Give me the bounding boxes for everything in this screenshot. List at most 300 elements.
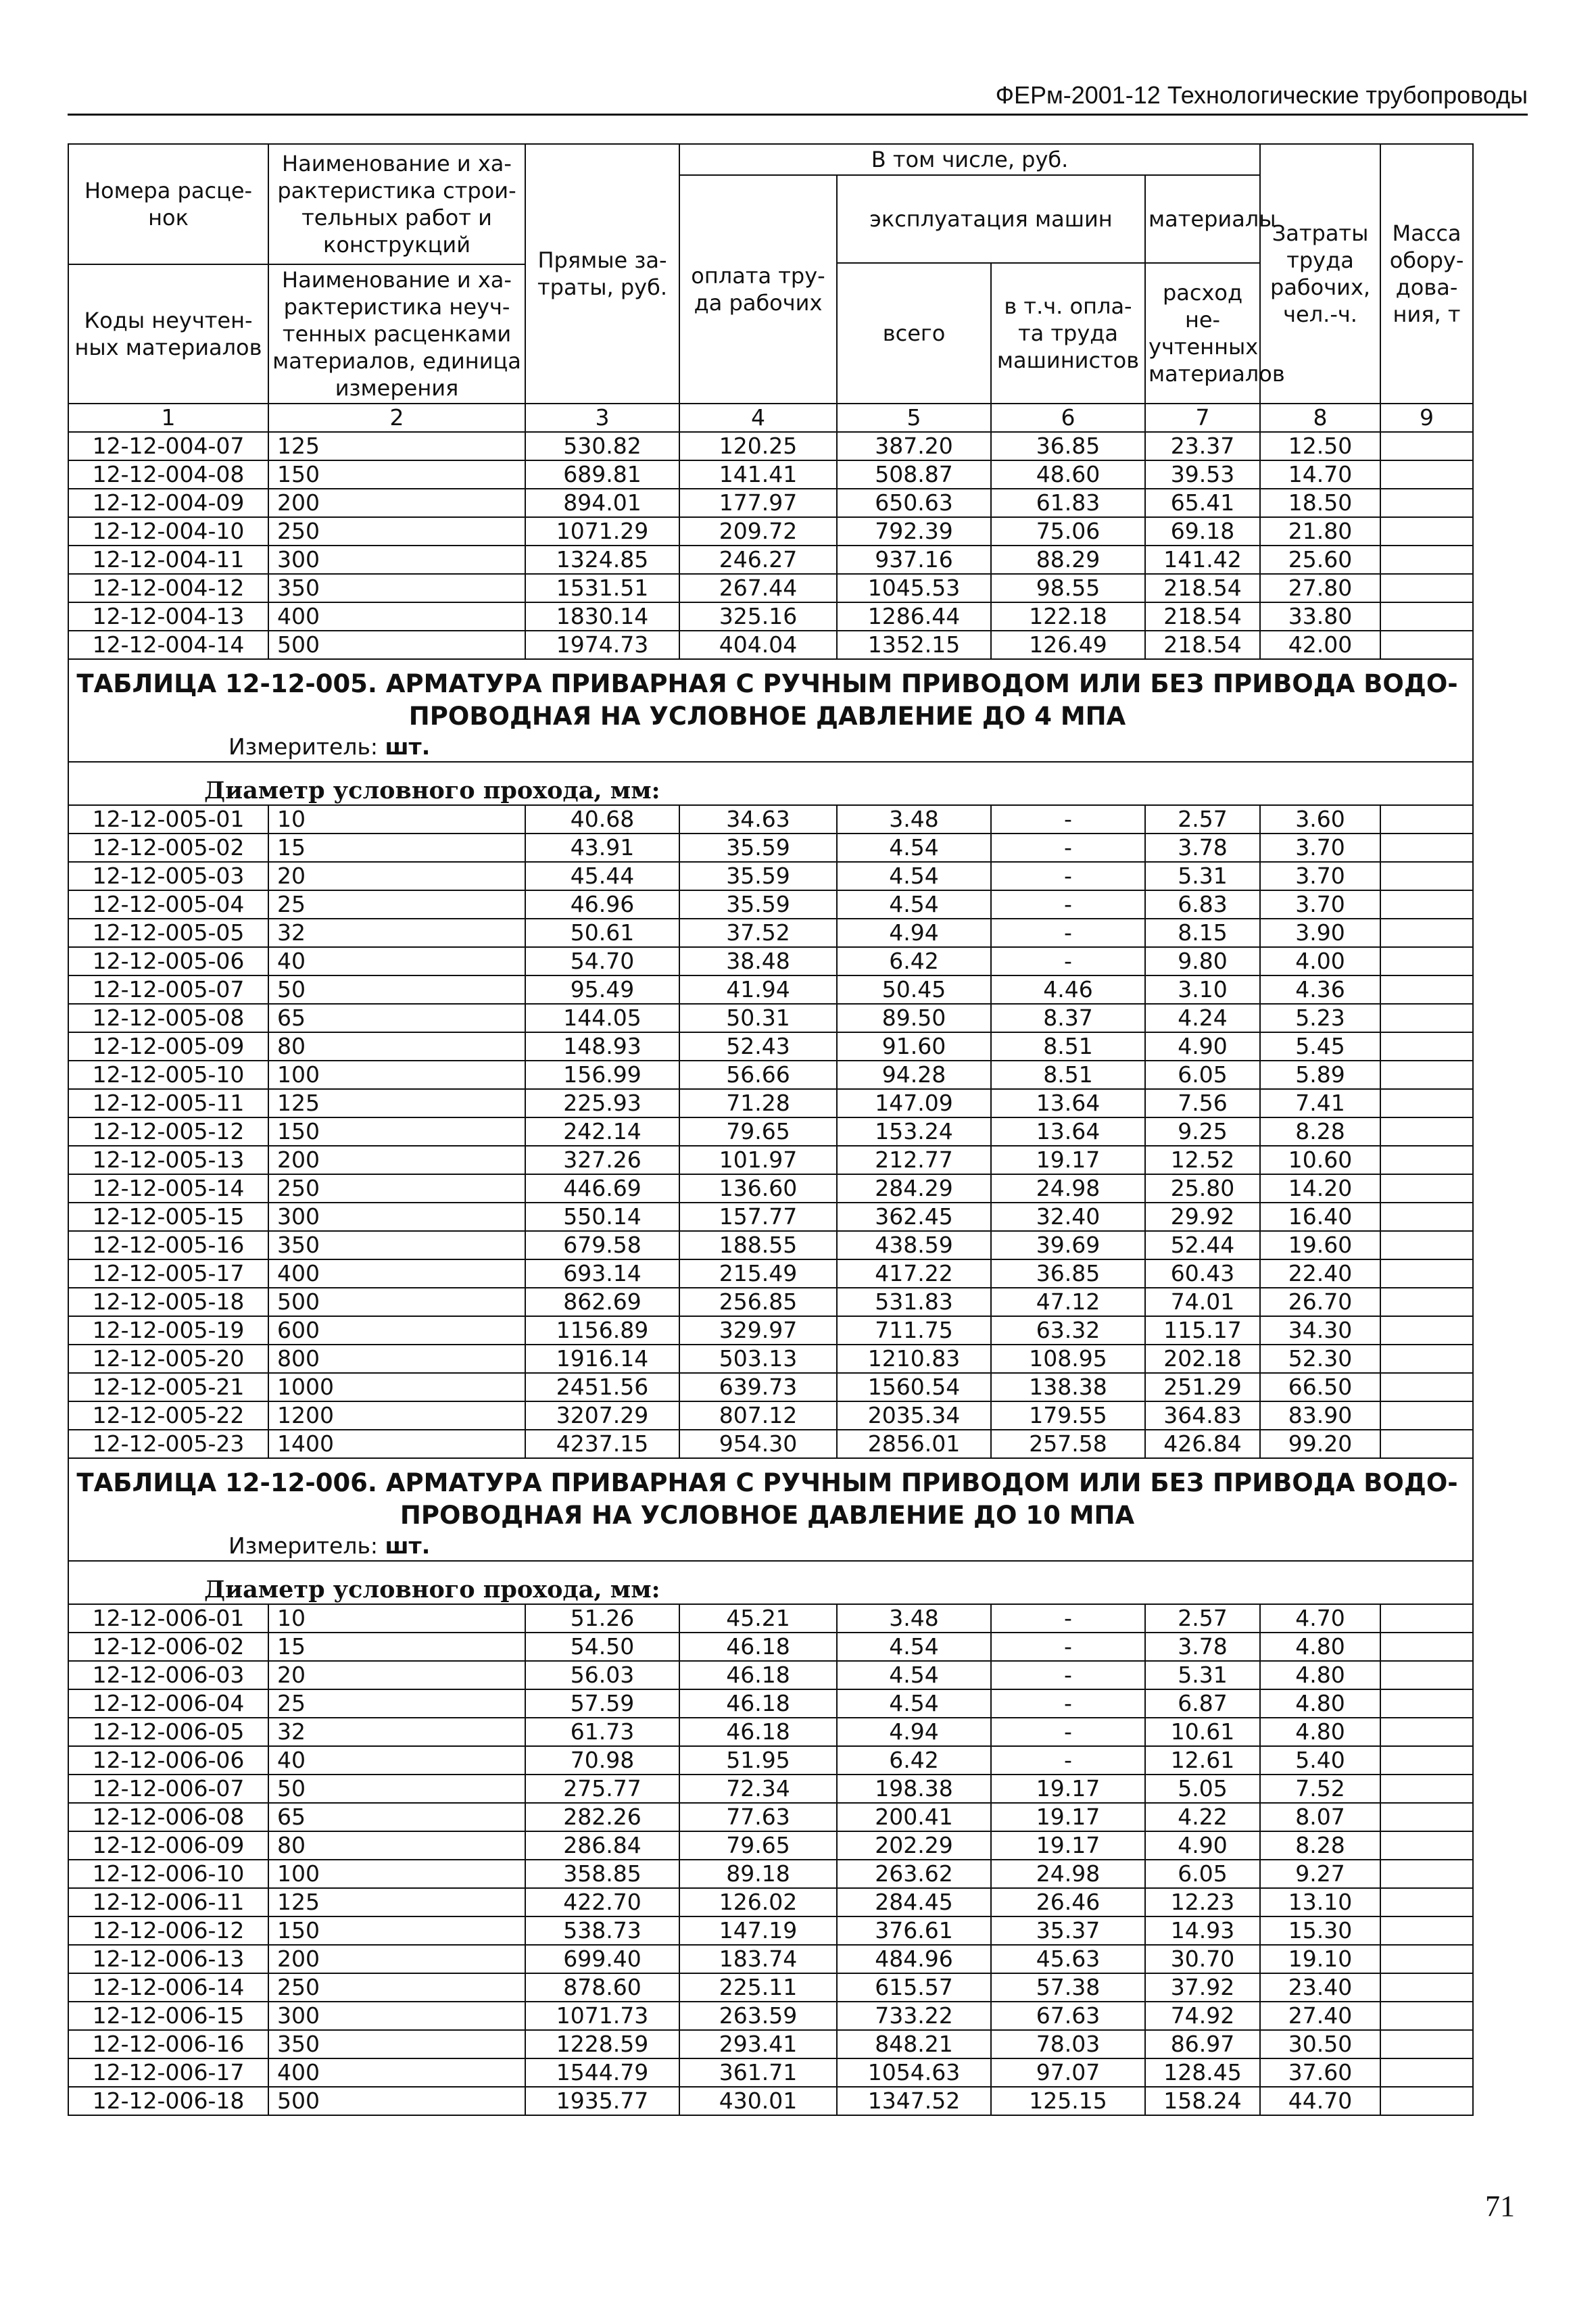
rate-code: 12-12-005-12 — [68, 1117, 268, 1146]
table-row — [68, 1259, 1473, 1288]
rate-code: 12-12-006-15 — [68, 2002, 268, 2030]
equipment-mass — [1380, 919, 1473, 947]
labor-hours: 7.41 — [1260, 1089, 1380, 1117]
rate-name: 50 — [268, 975, 525, 1004]
table-row — [68, 1345, 1473, 1373]
labor-pay: 46.18 — [679, 1718, 837, 1746]
equipment-mass — [1380, 890, 1473, 919]
header-col6: в т.ч. опла-та труда машинистов — [991, 263, 1145, 404]
direct-cost: 679.58 — [525, 1231, 679, 1259]
table-row — [68, 1203, 1473, 1231]
header-col1-bottom: Коды неучтен-ных материалов — [68, 264, 268, 404]
table-row — [68, 834, 1473, 862]
equipment-mass — [1380, 1373, 1473, 1401]
rate-code: 12-12-005-01 — [68, 805, 268, 834]
machines-total: 147.09 — [837, 1089, 991, 1117]
labor-hours: 33.80 — [1260, 602, 1380, 631]
materials-unaccounted: 65.41 — [1145, 489, 1260, 517]
direct-cost: 57.59 — [525, 1689, 679, 1718]
labor-hours: 30.50 — [1260, 2030, 1380, 2058]
materials-unaccounted: 4.90 — [1145, 1032, 1260, 1061]
table-005-diameter-label: Диаметр условного прохода, мм: — [68, 762, 1473, 805]
machines-total: 1352.15 — [837, 631, 991, 659]
operator-pay: 75.06 — [991, 517, 1145, 546]
labor-pay: 35.59 — [679, 834, 837, 862]
machines-total: 50.45 — [837, 975, 991, 1004]
direct-cost: 275.77 — [525, 1775, 679, 1803]
machines-total: 198.38 — [837, 1775, 991, 1803]
machines-total: 4.94 — [837, 919, 991, 947]
measure-unit: шт. — [385, 733, 431, 760]
materials-unaccounted: 115.17 — [1145, 1316, 1260, 1345]
table-005-measure — [68, 733, 1473, 762]
measure-label: Измеритель: — [228, 733, 379, 760]
table-004-body — [68, 432, 1473, 659]
labor-pay: 38.48 — [679, 947, 837, 975]
equipment-mass — [1380, 1860, 1473, 1888]
operator-pay: - — [991, 1689, 1145, 1718]
machines-total: 284.29 — [837, 1174, 991, 1203]
labor-hours: 16.40 — [1260, 1203, 1380, 1231]
equipment-mass — [1380, 1973, 1473, 2002]
rate-name: 125 — [268, 1089, 525, 1117]
materials-unaccounted: 9.25 — [1145, 1117, 1260, 1146]
header-machines: эксплуатация машин — [837, 175, 1145, 263]
table-row — [68, 1831, 1473, 1860]
operator-pay: - — [991, 1604, 1145, 1633]
labor-hours: 4.80 — [1260, 1661, 1380, 1689]
labor-hours: 25.60 — [1260, 546, 1380, 574]
labor-hours: 4.70 — [1260, 1604, 1380, 1633]
rate-code: 12-12-006-04 — [68, 1689, 268, 1718]
labor-pay: 263.59 — [679, 2002, 837, 2030]
materials-unaccounted: 4.22 — [1145, 1803, 1260, 1831]
rate-code: 12-12-006-07 — [68, 1775, 268, 1803]
machines-total: 733.22 — [837, 2002, 991, 2030]
machines-total: 1347.52 — [837, 2087, 991, 2115]
equipment-mass — [1380, 460, 1473, 489]
labor-hours: 44.70 — [1260, 2087, 1380, 2115]
rate-name: 200 — [268, 1146, 525, 1174]
machines-total: 4.54 — [837, 1633, 991, 1661]
labor-pay: 37.52 — [679, 919, 837, 947]
materials-unaccounted: 69.18 — [1145, 517, 1260, 546]
rate-name: 350 — [268, 574, 525, 602]
equipment-mass — [1380, 1718, 1473, 1746]
rate-code: 12-12-005-15 — [68, 1203, 268, 1231]
rate-code: 12-12-006-02 — [68, 1633, 268, 1661]
equipment-mass — [1380, 517, 1473, 546]
equipment-mass — [1380, 1661, 1473, 1689]
rate-name: 100 — [268, 1061, 525, 1089]
equipment-mass — [1380, 805, 1473, 834]
labor-hours: 15.30 — [1260, 1916, 1380, 1945]
table-row — [68, 1689, 1473, 1718]
table-row — [68, 1089, 1473, 1117]
rate-name: 10 — [268, 805, 525, 834]
rate-code: 12-12-006-06 — [68, 1746, 268, 1775]
direct-cost: 878.60 — [525, 1973, 679, 2002]
labor-pay: 35.59 — [679, 862, 837, 890]
rate-code: 12-12-005-22 — [68, 1401, 268, 1430]
direct-cost: 1156.89 — [525, 1316, 679, 1345]
direct-cost: 1228.59 — [525, 2030, 679, 2058]
materials-unaccounted: 23.37 — [1145, 432, 1260, 460]
column-number: 1 — [68, 404, 268, 432]
operator-pay: 24.98 — [991, 1174, 1145, 1203]
direct-cost: 1830.14 — [525, 602, 679, 631]
operator-pay: 24.98 — [991, 1860, 1145, 1888]
operator-pay: 138.38 — [991, 1373, 1145, 1401]
direct-cost: 43.91 — [525, 834, 679, 862]
rate-code: 12-12-006-01 — [68, 1604, 268, 1633]
operator-pay: 4.46 — [991, 975, 1145, 1004]
rate-code: 12-12-005-18 — [68, 1288, 268, 1316]
operator-pay: - — [991, 834, 1145, 862]
equipment-mass — [1380, 1288, 1473, 1316]
rate-name: 15 — [268, 1633, 525, 1661]
labor-hours: 10.60 — [1260, 1146, 1380, 1174]
machines-total: 6.42 — [837, 947, 991, 975]
table-006-heading — [68, 1458, 1473, 1604]
direct-cost: 242.14 — [525, 1117, 679, 1146]
materials-unaccounted: 74.92 — [1145, 2002, 1260, 2030]
labor-pay: 51.95 — [679, 1746, 837, 1775]
labor-pay: 50.31 — [679, 1004, 837, 1032]
rate-name: 15 — [268, 834, 525, 862]
labor-hours: 8.28 — [1260, 1117, 1380, 1146]
rate-name: 25 — [268, 1689, 525, 1718]
labor-pay: 35.59 — [679, 890, 837, 919]
labor-pay: 157.77 — [679, 1203, 837, 1231]
labor-hours: 19.10 — [1260, 1945, 1380, 1973]
table-005-body — [68, 805, 1473, 1458]
labor-pay: 34.63 — [679, 805, 837, 834]
rate-code: 12-12-005-05 — [68, 919, 268, 947]
operator-pay: 19.17 — [991, 1803, 1145, 1831]
rate-name: 20 — [268, 1661, 525, 1689]
operator-pay: 39.69 — [991, 1231, 1145, 1259]
rate-name: 350 — [268, 2030, 525, 2058]
materials-unaccounted: 6.83 — [1145, 890, 1260, 919]
labor-hours: 9.27 — [1260, 1860, 1380, 1888]
direct-cost: 148.93 — [525, 1032, 679, 1061]
machines-total: 531.83 — [837, 1288, 991, 1316]
labor-pay: 56.66 — [679, 1061, 837, 1089]
materials-unaccounted: 12.23 — [1145, 1888, 1260, 1916]
rate-name: 400 — [268, 1259, 525, 1288]
machines-total: 153.24 — [837, 1117, 991, 1146]
column-number: 6 — [991, 404, 1145, 432]
equipment-mass — [1380, 602, 1473, 631]
direct-cost: 1071.73 — [525, 2002, 679, 2030]
labor-hours: 7.52 — [1260, 1775, 1380, 1803]
materials-unaccounted: 4.24 — [1145, 1004, 1260, 1032]
materials-unaccounted: 25.80 — [1145, 1174, 1260, 1203]
labor-pay: 325.16 — [679, 602, 837, 631]
rate-code: 12-12-005-11 — [68, 1089, 268, 1117]
materials-unaccounted: 3.78 — [1145, 834, 1260, 862]
header-col1-top: Номера расце-нок — [68, 144, 268, 264]
labor-pay: 225.11 — [679, 1973, 837, 2002]
rate-code: 12-12-006-11 — [68, 1888, 268, 1916]
labor-pay: 46.18 — [679, 1689, 837, 1718]
header-col8: Затраты труда рабочих, чел.-ч. — [1260, 144, 1380, 404]
materials-unaccounted: 2.57 — [1145, 1604, 1260, 1633]
operator-pay: 26.46 — [991, 1888, 1145, 1916]
direct-cost: 45.44 — [525, 862, 679, 890]
header-materials: материалы — [1145, 175, 1260, 263]
table-row — [68, 574, 1473, 602]
operator-pay: 57.38 — [991, 1973, 1145, 2002]
table-row — [68, 862, 1473, 890]
labor-pay: 183.74 — [679, 1945, 837, 1973]
header-col2-top: Наименование и ха-рактеристика строи-тельных работ и конструкций — [268, 144, 525, 264]
rate-name: 100 — [268, 1860, 525, 1888]
direct-cost: 56.03 — [525, 1661, 679, 1689]
table-row — [68, 1973, 1473, 2002]
direct-cost: 327.26 — [525, 1146, 679, 1174]
machines-total: 3.48 — [837, 1604, 991, 1633]
rate-name: 300 — [268, 1203, 525, 1231]
equipment-mass — [1380, 1089, 1473, 1117]
rate-name: 600 — [268, 1316, 525, 1345]
operator-pay: 63.32 — [991, 1316, 1145, 1345]
table-row — [68, 546, 1473, 574]
rate-name: 150 — [268, 460, 525, 489]
rate-code: 12-12-004-11 — [68, 546, 268, 574]
direct-cost: 3207.29 — [525, 1401, 679, 1430]
machines-total: 362.45 — [837, 1203, 991, 1231]
machines-total: 6.42 — [837, 1746, 991, 1775]
labor-hours: 83.90 — [1260, 1401, 1380, 1430]
direct-cost: 358.85 — [525, 1860, 679, 1888]
rate-code: 12-12-006-13 — [68, 1945, 268, 1973]
materials-unaccounted: 128.45 — [1145, 2058, 1260, 2087]
materials-unaccounted: 52.44 — [1145, 1231, 1260, 1259]
labor-hours: 22.40 — [1260, 1259, 1380, 1288]
labor-hours: 3.90 — [1260, 919, 1380, 947]
machines-total: 212.77 — [837, 1146, 991, 1174]
machines-total: 792.39 — [837, 517, 991, 546]
equipment-mass — [1380, 834, 1473, 862]
equipment-mass — [1380, 2087, 1473, 2115]
direct-cost: 51.26 — [525, 1604, 679, 1633]
equipment-mass — [1380, 2058, 1473, 2087]
page-number: 71 — [1485, 2190, 1515, 2223]
materials-unaccounted: 60.43 — [1145, 1259, 1260, 1288]
operator-pay: 108.95 — [991, 1345, 1145, 1373]
direct-cost: 95.49 — [525, 975, 679, 1004]
rate-name: 65 — [268, 1803, 525, 1831]
operator-pay: 45.63 — [991, 1945, 1145, 1973]
labor-pay: 101.97 — [679, 1146, 837, 1174]
labor-pay: 141.41 — [679, 460, 837, 489]
table-row — [68, 460, 1473, 489]
equipment-mass — [1380, 2002, 1473, 2030]
table-006-title-line2: ПРОВОДНАЯ НА УСЛОВНОЕ ДАВЛЕНИЕ ДО 10 МПА — [400, 1501, 1135, 1530]
equipment-mass — [1380, 1689, 1473, 1718]
materials-unaccounted: 218.54 — [1145, 631, 1260, 659]
equipment-mass — [1380, 631, 1473, 659]
machines-total: 4.54 — [837, 890, 991, 919]
materials-unaccounted: 6.87 — [1145, 1689, 1260, 1718]
materials-unaccounted: 86.97 — [1145, 2030, 1260, 2058]
machines-total: 615.57 — [837, 1973, 991, 2002]
rate-name: 20 — [268, 862, 525, 890]
equipment-mass — [1380, 1316, 1473, 1345]
rate-name: 200 — [268, 489, 525, 517]
equipment-mass — [1380, 1633, 1473, 1661]
labor-pay: 120.25 — [679, 432, 837, 460]
column-number: 4 — [679, 404, 837, 432]
materials-unaccounted: 158.24 — [1145, 2087, 1260, 2115]
table-006-title-line1: ТАБЛИЦА 12-12-006. АРМАТУРА ПРИВАРНАЯ С РУЧНЫМ ПРИВОДОМ ИЛИ БЕЗ ПРИВОДА ВОДО- — [76, 1468, 1458, 1497]
column-number: 8 — [1260, 404, 1380, 432]
rate-name: 80 — [268, 1032, 525, 1061]
table-row — [68, 2087, 1473, 2115]
labor-hours: 42.00 — [1260, 631, 1380, 659]
equipment-mass — [1380, 1888, 1473, 1916]
machines-total: 711.75 — [837, 1316, 991, 1345]
operator-pay: 257.58 — [991, 1430, 1145, 1458]
direct-cost: 286.84 — [525, 1831, 679, 1860]
rate-code: 12-12-006-08 — [68, 1803, 268, 1831]
equipment-mass — [1380, 1203, 1473, 1231]
equipment-mass — [1380, 1032, 1473, 1061]
operator-pay: 8.37 — [991, 1004, 1145, 1032]
equipment-mass — [1380, 947, 1473, 975]
table-row — [68, 1401, 1473, 1430]
operator-pay: - — [991, 890, 1145, 919]
machines-total: 91.60 — [837, 1032, 991, 1061]
header-col4: оплата тру-да рабочих — [679, 175, 837, 404]
labor-pay: 45.21 — [679, 1604, 837, 1633]
operator-pay: 19.17 — [991, 1775, 1145, 1803]
equipment-mass — [1380, 1831, 1473, 1860]
header-col3: Прямые за-траты, руб. — [525, 144, 679, 404]
operator-pay: 8.51 — [991, 1032, 1145, 1061]
operator-pay: 8.51 — [991, 1061, 1145, 1089]
rate-name: 500 — [268, 2087, 525, 2115]
materials-unaccounted: 29.92 — [1145, 1203, 1260, 1231]
direct-cost: 1974.73 — [525, 631, 679, 659]
materials-unaccounted: 9.80 — [1145, 947, 1260, 975]
table-005-title-line1: ТАБЛИЦА 12-12-005. АРМАТУРА ПРИВАРНАЯ С РУЧНЫМ ПРИВОДОМ ИЛИ БЕЗ ПРИВОДА ВОДО- — [76, 669, 1458, 698]
labor-hours: 3.70 — [1260, 862, 1380, 890]
labor-pay: 126.02 — [679, 1888, 837, 1916]
labor-pay: 89.18 — [679, 1860, 837, 1888]
table-row — [68, 489, 1473, 517]
labor-pay: 807.12 — [679, 1401, 837, 1430]
equipment-mass — [1380, 489, 1473, 517]
rate-name: 65 — [268, 1004, 525, 1032]
labor-hours: 13.10 — [1260, 1888, 1380, 1916]
table-row — [68, 517, 1473, 546]
labor-pay: 46.18 — [679, 1661, 837, 1689]
running-header: ФЕРм-2001-12 Технологические трубопроводы — [68, 81, 1528, 116]
rate-name: 150 — [268, 1916, 525, 1945]
machines-total: 1045.53 — [837, 574, 991, 602]
table-006-measure — [68, 1532, 1473, 1561]
operator-pay: 13.64 — [991, 1117, 1145, 1146]
table-row — [68, 1718, 1473, 1746]
machines-total: 4.54 — [837, 1661, 991, 1689]
table-005-heading — [68, 659, 1473, 805]
direct-cost: 225.93 — [525, 1089, 679, 1117]
rate-code: 12-12-004-14 — [68, 631, 268, 659]
measure-unit: шт. — [385, 1533, 431, 1559]
direct-cost: 1916.14 — [525, 1345, 679, 1373]
materials-unaccounted: 251.29 — [1145, 1373, 1260, 1401]
table-row — [68, 919, 1473, 947]
direct-cost: 862.69 — [525, 1288, 679, 1316]
materials-unaccounted: 426.84 — [1145, 1430, 1260, 1458]
direct-cost: 538.73 — [525, 1916, 679, 1945]
table-row — [68, 805, 1473, 834]
materials-unaccounted: 10.61 — [1145, 1718, 1260, 1746]
labor-hours: 8.07 — [1260, 1803, 1380, 1831]
labor-pay: 267.44 — [679, 574, 837, 602]
rate-name: 400 — [268, 602, 525, 631]
materials-unaccounted: 218.54 — [1145, 602, 1260, 631]
rates-document — [68, 143, 1472, 2116]
rate-name: 1400 — [268, 1430, 525, 1458]
column-number: 2 — [268, 404, 525, 432]
direct-cost: 894.01 — [525, 489, 679, 517]
rate-code: 12-12-005-08 — [68, 1004, 268, 1032]
machines-total: 484.96 — [837, 1945, 991, 1973]
rate-code: 12-12-006-16 — [68, 2030, 268, 2058]
rate-name: 250 — [268, 1973, 525, 2002]
direct-cost: 1544.79 — [525, 2058, 679, 2087]
table-row — [68, 2058, 1473, 2087]
direct-cost: 530.82 — [525, 432, 679, 460]
direct-cost: 550.14 — [525, 1203, 679, 1231]
rate-code: 12-12-005-10 — [68, 1061, 268, 1089]
labor-hours: 3.70 — [1260, 834, 1380, 862]
rate-name: 300 — [268, 2002, 525, 2030]
rate-name: 32 — [268, 919, 525, 947]
operator-pay: 36.85 — [991, 432, 1145, 460]
materials-unaccounted: 14.93 — [1145, 1916, 1260, 1945]
labor-hours: 23.40 — [1260, 1973, 1380, 2002]
column-number: 7 — [1145, 404, 1260, 432]
table-row — [68, 947, 1473, 975]
operator-pay: 19.17 — [991, 1146, 1145, 1174]
rate-code: 12-12-006-09 — [68, 1831, 268, 1860]
labor-hours: 14.70 — [1260, 460, 1380, 489]
equipment-mass — [1380, 1803, 1473, 1831]
materials-unaccounted: 12.61 — [1145, 1746, 1260, 1775]
materials-unaccounted: 30.70 — [1145, 1945, 1260, 1973]
table-row — [68, 1430, 1473, 1458]
materials-unaccounted: 3.78 — [1145, 1633, 1260, 1661]
rate-name: 500 — [268, 631, 525, 659]
machines-total: 387.20 — [837, 432, 991, 460]
operator-pay: 32.40 — [991, 1203, 1145, 1231]
rate-name: 125 — [268, 1888, 525, 1916]
labor-pay: 177.97 — [679, 489, 837, 517]
labor-pay: 71.28 — [679, 1089, 837, 1117]
direct-cost: 144.05 — [525, 1004, 679, 1032]
labor-hours: 4.80 — [1260, 1633, 1380, 1661]
machines-total: 376.61 — [837, 1916, 991, 1945]
machines-total: 200.41 — [837, 1803, 991, 1831]
direct-cost: 70.98 — [525, 1746, 679, 1775]
equipment-mass — [1380, 1231, 1473, 1259]
labor-hours: 14.20 — [1260, 1174, 1380, 1203]
